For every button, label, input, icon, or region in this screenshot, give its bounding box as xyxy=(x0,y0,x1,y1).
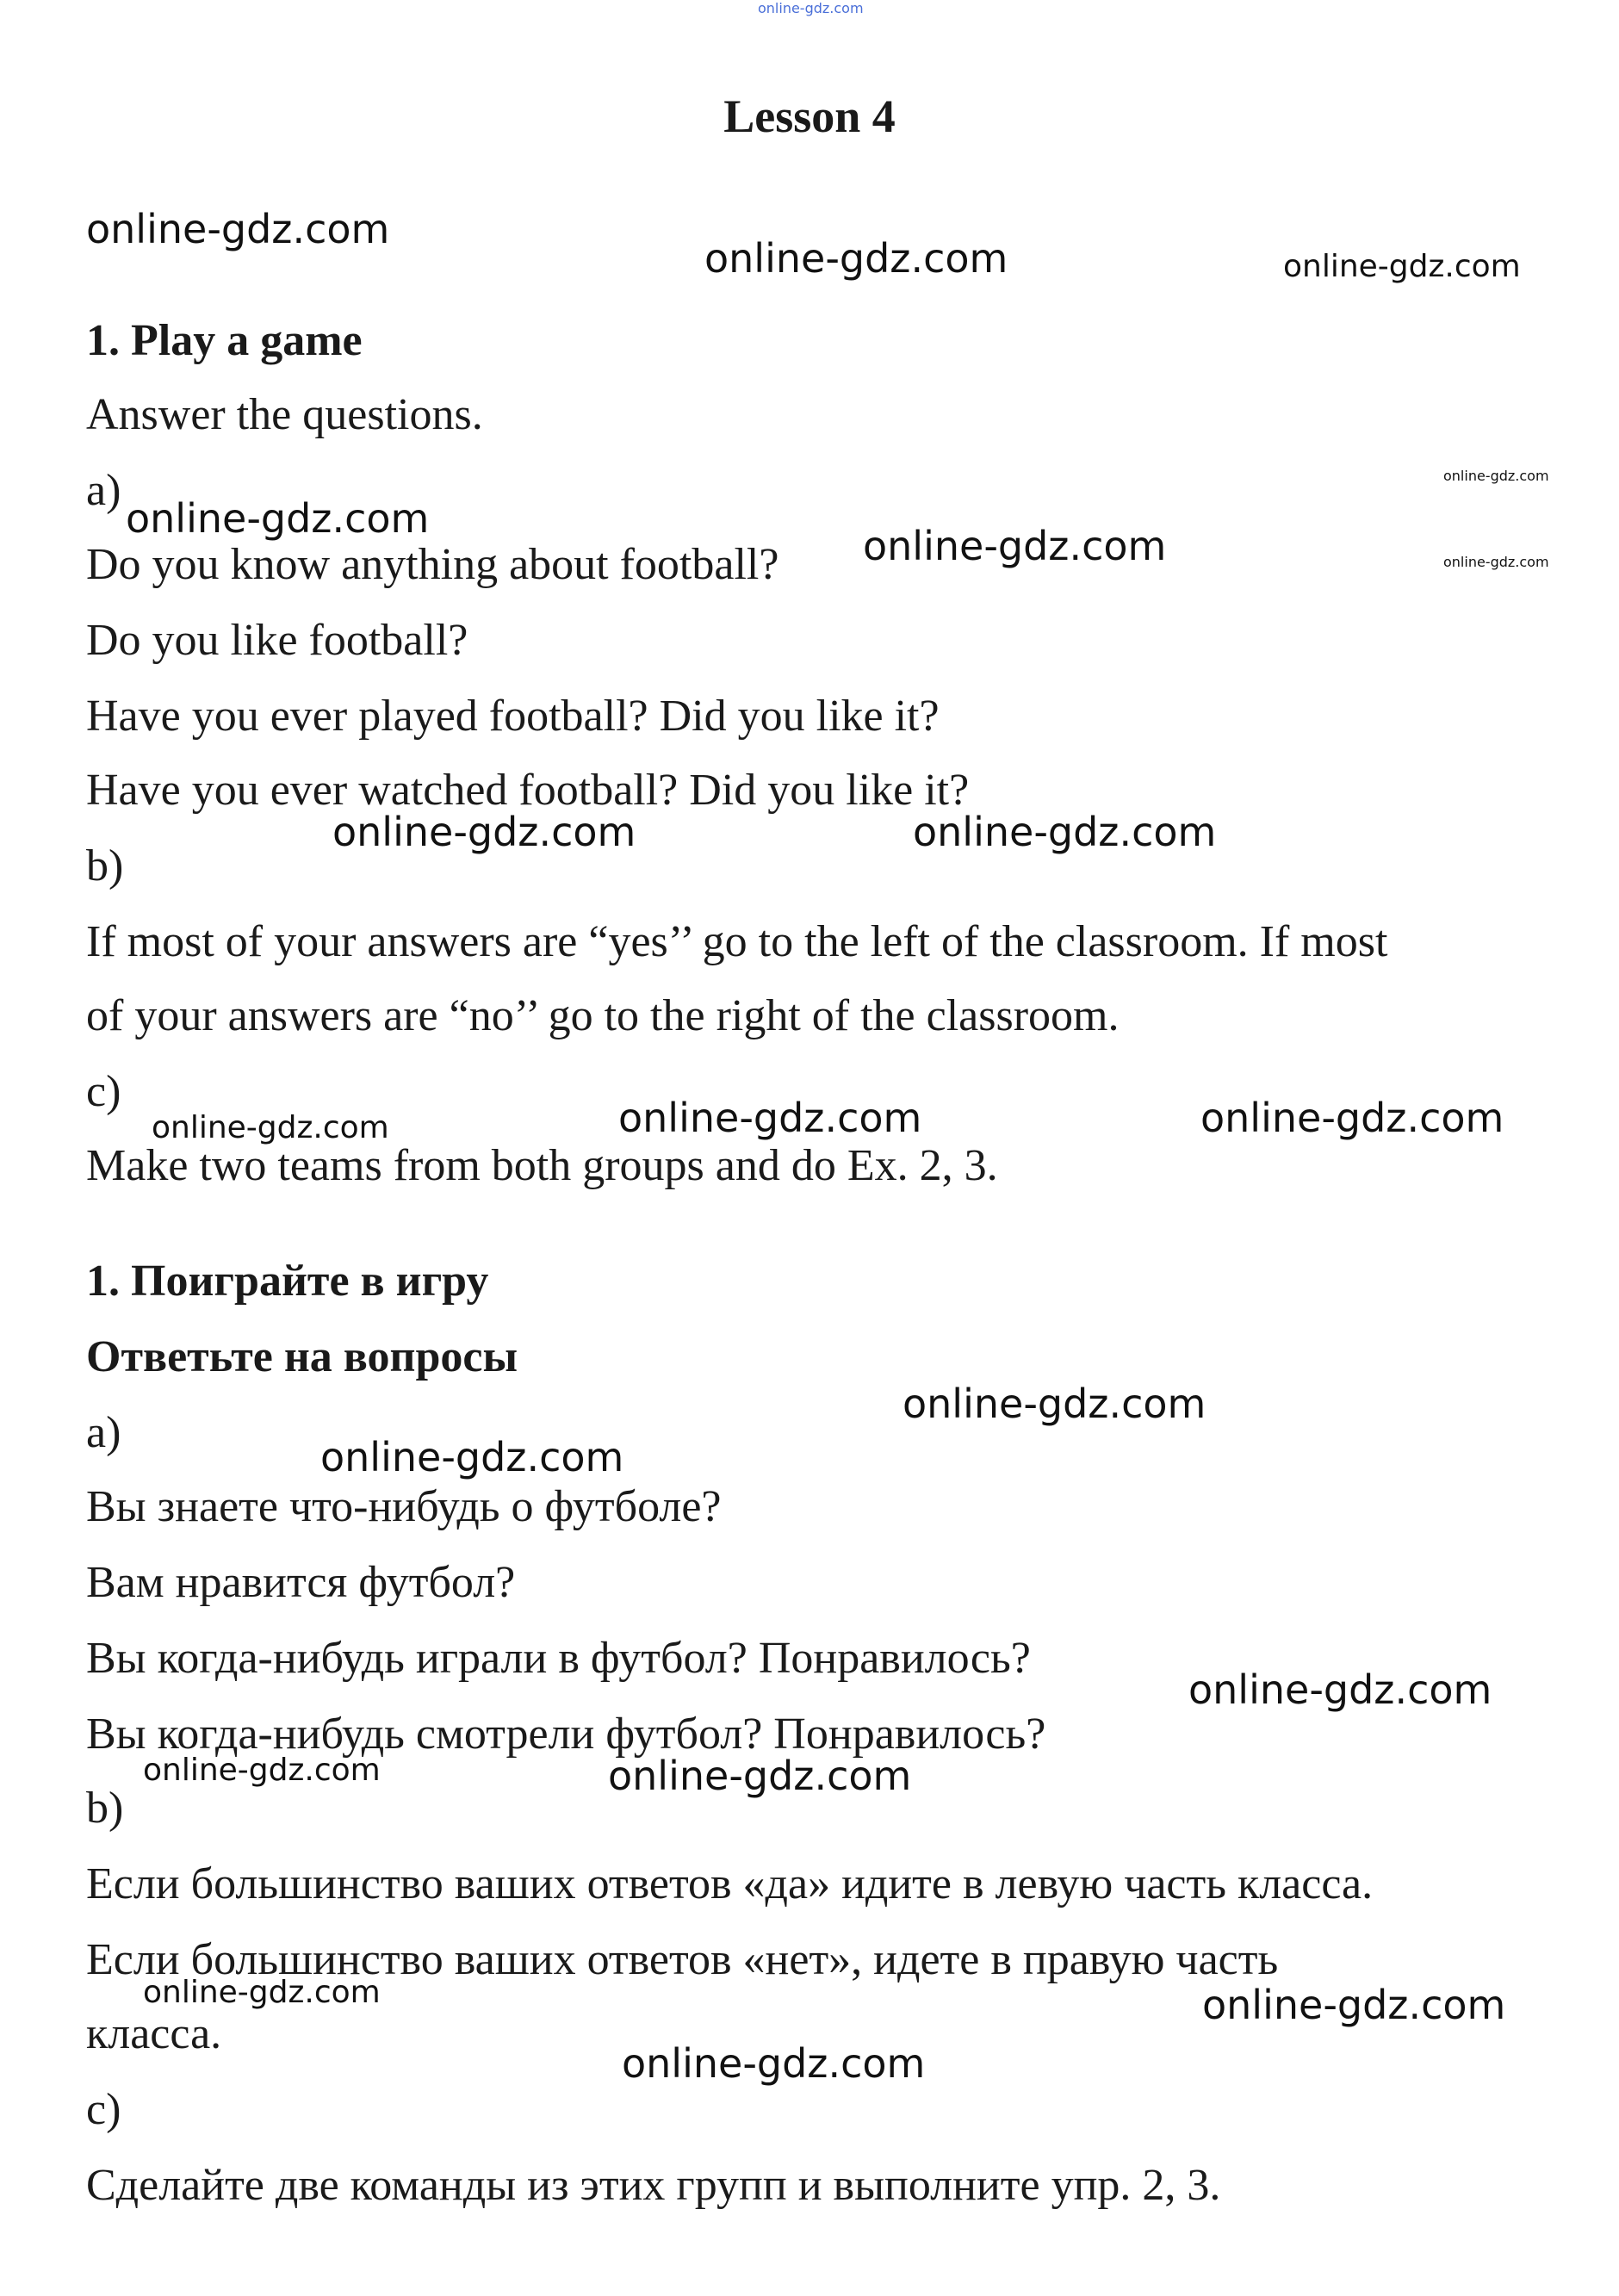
question-line: Вы когда-нибудь смотрели футбол? Понравилось? xyxy=(86,1710,1046,1759)
watermark: online-gdz.com xyxy=(903,1381,1206,1427)
watermark: online-gdz.com xyxy=(152,1110,389,1145)
watermark: online-gdz.com xyxy=(1202,1982,1506,2028)
watermark: online-gdz.com xyxy=(1443,554,1549,570)
paragraph-line: Если большинство ваших ответов «да» идите в левую часть класса. xyxy=(86,1859,1374,1908)
paragraph-line: If most of your answers are “yes’’ go to the left of the classroom. If most xyxy=(86,917,1388,966)
page-title: Lesson 4 xyxy=(723,90,896,142)
part-b-label-en: b) xyxy=(86,841,124,890)
exercise-heading-ru: 1. Поиграйте в игру xyxy=(86,1257,489,1306)
exercise-heading-en: 1. Play a game xyxy=(86,316,363,365)
watermark: online-gdz.com xyxy=(622,2040,926,2087)
part-c-label-en: c) xyxy=(86,1067,121,1116)
watermark: online-gdz.com xyxy=(332,809,636,855)
watermark: online-gdz.com xyxy=(618,1095,922,1141)
question-line: Вам нравится футбол? xyxy=(86,1558,516,1607)
watermark: online-gdz.com xyxy=(1443,468,1549,484)
watermark: online-gdz.com xyxy=(1200,1095,1504,1141)
watermark: online-gdz.com xyxy=(608,1753,912,1799)
part-a-label-ru: а) xyxy=(86,1408,121,1457)
paragraph-line: Make two teams from both groups and do Ex. 2, 3. xyxy=(86,1141,998,1190)
watermark: online-gdz.com xyxy=(1188,1666,1492,1713)
question-line: Have you ever watched football? Did you like it? xyxy=(86,766,970,815)
question-line: Вы когда-нибудь играли в футбол? Понравилось? xyxy=(86,1634,1031,1683)
watermark: online-gdz.com xyxy=(86,206,390,252)
watermark: online-gdz.com xyxy=(863,523,1167,569)
watermark: online-gdz.com xyxy=(143,1753,381,1788)
paragraph-line: of your answers are “no’’ go to the right of the classroom. xyxy=(86,991,1120,1040)
paragraph-line: класса. xyxy=(86,2009,222,2058)
instruction-ru: Ответьте на вопросы xyxy=(86,1332,518,1381)
question-line: Вы знаете что-нибудь о футболе? xyxy=(86,1482,722,1531)
watermark: online-gdz.com xyxy=(1283,249,1521,284)
part-c-label-ru: c) xyxy=(86,2085,121,2134)
watermark: online-gdz.com xyxy=(320,1434,624,1480)
instruction-en: Answer the questions. xyxy=(86,390,483,439)
question-line: Have you ever played football? Did you like it? xyxy=(86,692,940,741)
paragraph-line: Сделайте две команды из этих групп и выполните упр. 2, 3. xyxy=(86,2161,1221,2210)
watermark: online-gdz.com xyxy=(704,235,1008,282)
part-b-label-ru: b) xyxy=(86,1784,124,1833)
part-a-label-en: a) xyxy=(86,466,121,515)
question-line: Do you like football? xyxy=(86,616,468,665)
watermark: online-gdz.com xyxy=(143,1975,381,2010)
watermark: online-gdz.com xyxy=(758,0,864,16)
watermark: online-gdz.com xyxy=(913,809,1217,855)
watermark: online-gdz.com xyxy=(126,495,430,542)
question-line: Do you know anything about football? xyxy=(86,540,779,589)
paragraph-line: Если большинство ваших ответов «нет», идете в правую часть xyxy=(86,1935,1279,1984)
